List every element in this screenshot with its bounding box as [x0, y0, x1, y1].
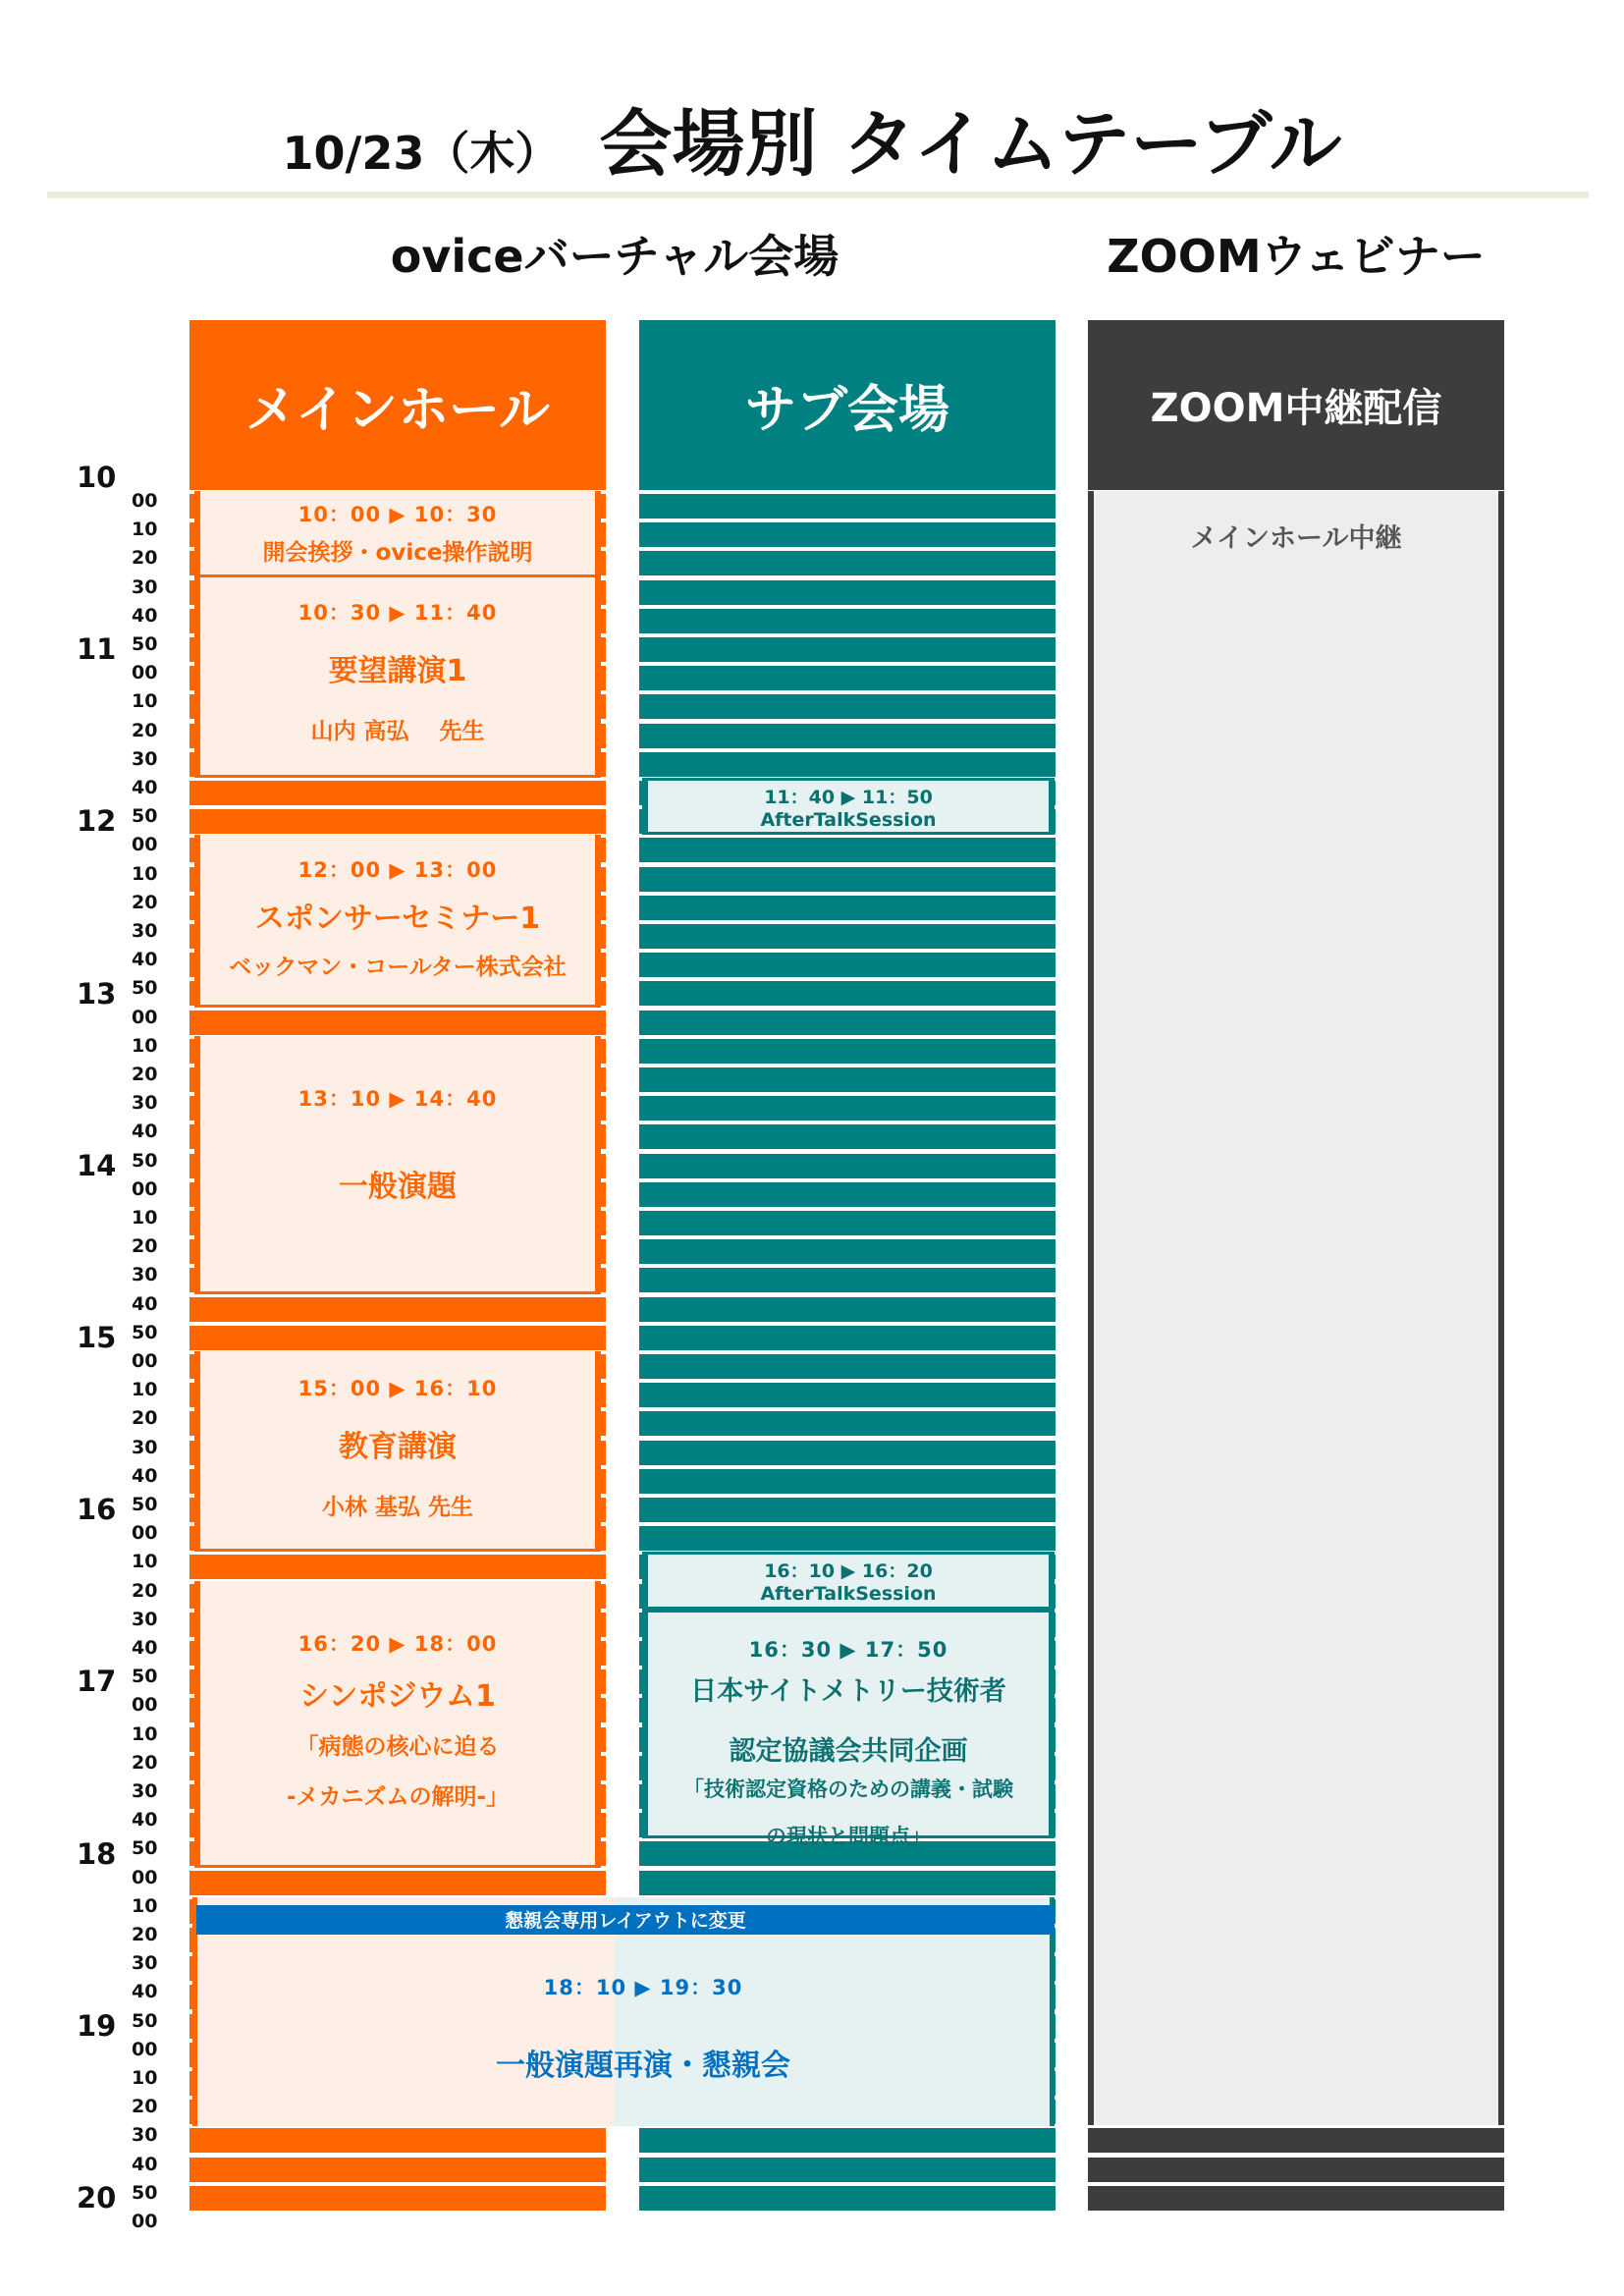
session-symposium-1[interactable] — [194, 1581, 601, 1868]
time-slot — [639, 1441, 1056, 1465]
group-ovice: oviceバーチャル会場 — [390, 230, 839, 283]
minute-label: 40 — [132, 1292, 158, 1315]
minute-label: 00 — [132, 1694, 158, 1717]
session-subtitle: 「病態の核心に迫る — [296, 1733, 500, 1760]
time-slot — [639, 1383, 1056, 1407]
minute-label: 00 — [132, 834, 158, 856]
minute-label: 00 — [132, 662, 158, 684]
minute-label: 40 — [132, 604, 158, 627]
time-slot — [639, 1469, 1056, 1494]
minute-label: 00 — [132, 1006, 158, 1028]
time-slot — [639, 1039, 1056, 1064]
page-title — [0, 86, 1624, 191]
time-slot — [639, 694, 1056, 719]
time-slot — [189, 2186, 606, 2211]
minute-label: 40 — [132, 1464, 158, 1487]
hour-label: 13 — [77, 976, 117, 1011]
header-zoom-relay: ZOOM中継配信 — [1088, 320, 1504, 490]
session-title: シンポジウム1 — [299, 1678, 496, 1714]
time-slot — [639, 1326, 1056, 1350]
minute-label: 40 — [132, 1981, 158, 2003]
time-slot — [189, 2128, 606, 2153]
minute-label: 30 — [132, 920, 158, 942]
minute-label: 40 — [132, 1809, 158, 1831]
session-opening[interactable] — [194, 491, 601, 577]
minute-label: 20 — [132, 2096, 158, 2118]
minute-label: 10 — [132, 690, 158, 713]
time-slot — [639, 1239, 1056, 1264]
hour-label: 16 — [77, 1493, 117, 1527]
time-slot — [639, 551, 1056, 575]
minute-label: 20 — [132, 1064, 158, 1085]
minute-label: 00 — [132, 1177, 158, 1200]
session-time: 15：00 ▶ 16：10 — [298, 1377, 498, 1400]
time-slot — [639, 752, 1056, 777]
time-slot — [639, 2158, 1056, 2182]
time-slot — [639, 666, 1056, 690]
session-time: 16：30 ▶ 17：50 — [748, 1637, 948, 1662]
minute-label: 10 — [132, 862, 158, 885]
hour-label: 20 — [77, 2181, 117, 2214]
minute-label: 20 — [132, 1235, 158, 1258]
hour-label: 10 — [77, 461, 117, 494]
title-date: 10/23（木） — [282, 127, 561, 180]
time-slot — [639, 494, 1056, 519]
time-slot — [189, 1871, 606, 1895]
time-slot — [639, 1154, 1056, 1178]
minute-label: 10 — [132, 1034, 158, 1057]
hour-label: 14 — [77, 1148, 117, 1182]
minute-label: 30 — [132, 1436, 158, 1458]
minute-label: 20 — [132, 547, 158, 570]
minute-label: 10 — [132, 2067, 158, 2089]
time-slot — [639, 2186, 1056, 2211]
minute-label: 20 — [132, 1407, 158, 1430]
time-slot — [639, 580, 1056, 605]
time-slot — [639, 924, 1056, 949]
time-slot — [189, 1555, 606, 1579]
time-slot — [639, 1096, 1056, 1121]
time-slot — [639, 2128, 1056, 2153]
minute-label: 30 — [132, 1264, 158, 1286]
session-title: 教育講演 — [339, 1430, 457, 1464]
minute-label: 30 — [132, 747, 158, 770]
hour-label: 15 — [77, 1321, 117, 1354]
minute-label: 40 — [132, 2153, 158, 2175]
minute-label: 30 — [132, 1952, 158, 1975]
session-aftertalk-2[interactable] — [642, 1552, 1055, 1609]
session-speaker: 山内 高弘 先生 — [310, 718, 485, 744]
session-time: 13：10 ▶ 14：40 — [298, 1086, 498, 1111]
time-slot — [1088, 2186, 1504, 2211]
session-subtitle: 「技術認定資格のための講義・試験 — [683, 1777, 1013, 1801]
session-subtitle: の現状と問題点」 — [766, 1824, 931, 1848]
time-slot — [639, 1354, 1056, 1379]
header-sub-hall: サブ会場 — [639, 320, 1056, 490]
hour-label: 11 — [77, 632, 117, 667]
session-title: スポンサーセミナー1 — [254, 902, 541, 937]
minute-label: 50 — [132, 1666, 158, 1688]
minute-label: 50 — [132, 633, 158, 655]
time-slot — [639, 522, 1056, 547]
minute-label: 40 — [132, 949, 158, 971]
time-slot — [189, 1297, 606, 1322]
layout-change-banner: 懇親会専用レイアウトに変更 — [196, 1905, 1055, 1935]
title-divider — [47, 191, 1589, 198]
minute-label: 00 — [132, 2211, 158, 2232]
session-time: 10：30 ▶ 11：40 — [298, 600, 498, 625]
time-slot — [639, 1182, 1056, 1207]
minute-label: 10 — [132, 1207, 158, 1229]
session-zoom-relay[interactable] — [1088, 491, 1504, 2125]
session-subtitle: -メカニズムの解明-」 — [286, 1783, 510, 1810]
minute-label: 00 — [132, 1350, 158, 1372]
session-title: 要望講演1 — [328, 653, 467, 688]
session-time: 18：10 ▶ 19：30 — [543, 1975, 743, 1999]
header-main-hall: メインホール — [189, 320, 606, 490]
minute-label: 30 — [132, 1780, 158, 1802]
minute-label: 50 — [132, 1494, 158, 1515]
time-slot — [639, 724, 1056, 748]
minute-label: 20 — [132, 1924, 158, 1945]
time-slot — [639, 1211, 1056, 1235]
minute-label: 40 — [132, 777, 158, 798]
minute-label: 50 — [132, 805, 158, 828]
session-title: 一般演題 — [339, 1169, 457, 1204]
session-education[interactable] — [194, 1351, 601, 1552]
time-slot — [639, 1526, 1056, 1551]
minute-label: 20 — [132, 1751, 158, 1774]
time-slot — [639, 1411, 1056, 1436]
time-slot — [639, 1498, 1056, 1522]
minute-label: 20 — [132, 1579, 158, 1602]
hour-label: 19 — [77, 2008, 117, 2043]
session-title: メインホール中継 — [1190, 523, 1402, 554]
time-slot — [189, 781, 606, 805]
time-slot — [1088, 2158, 1504, 2182]
minute-label: 10 — [132, 1894, 158, 1917]
session-title: AfterTalkSession — [760, 808, 937, 831]
minute-label: 50 — [132, 2181, 158, 2204]
time-slot — [639, 896, 1056, 920]
time-slot — [639, 1268, 1056, 1292]
minute-label: 50 — [132, 1149, 158, 1172]
session-time: 10：00 ▶ 10：30 — [298, 502, 498, 526]
time-slot — [639, 981, 1056, 1006]
session-title: 日本サイトメトリー技術者 — [690, 1675, 1006, 1707]
session-time: 16：20 ▶ 18：00 — [298, 1631, 498, 1656]
minute-label: 00 — [132, 2038, 158, 2060]
session-time: 12：00 ▶ 13：00 — [298, 858, 498, 883]
minute-label: 50 — [132, 977, 158, 1000]
hour-label: 12 — [77, 804, 117, 839]
time-slot — [189, 1326, 606, 1350]
session-general[interactable] — [194, 1036, 601, 1294]
session-time: 16：10 ▶ 16：20 — [764, 1560, 933, 1583]
session-title: 一般演題再演・懇親会 — [496, 2048, 790, 2083]
session-speaker: 小林 基弘 先生 — [321, 1495, 473, 1520]
minute-label: 10 — [132, 1551, 158, 1573]
time-slot — [639, 1297, 1056, 1322]
session-sponsor-seminar-1[interactable] — [194, 835, 601, 1007]
session-joint-project[interactable] — [642, 1610, 1055, 1848]
time-slot — [1088, 2128, 1504, 2153]
minute-label: 50 — [132, 2009, 158, 2032]
time-slot — [639, 867, 1056, 892]
title-main: 会場別 タイムテーブル — [599, 102, 1342, 187]
session-keynote-1[interactable] — [194, 577, 601, 778]
minute-label: 30 — [132, 1092, 158, 1115]
minute-label: 00 — [132, 1866, 158, 1888]
minute-label: 50 — [132, 1321, 158, 1343]
minute-label: 30 — [132, 2124, 158, 2147]
hour-label: 17 — [77, 1665, 117, 1699]
time-slot — [189, 809, 606, 834]
minute-label: 10 — [132, 519, 158, 541]
time-slot — [639, 838, 1056, 862]
minute-label: 20 — [132, 719, 158, 741]
minute-label: 20 — [132, 891, 158, 913]
time-slot — [639, 1124, 1056, 1149]
time-slot — [639, 1871, 1056, 1895]
time-slot — [639, 1067, 1056, 1092]
group-zoom: ZOOMウェビナー — [1107, 230, 1486, 283]
minute-label: 30 — [132, 1608, 158, 1630]
session-aftertalk-1[interactable] — [642, 778, 1055, 835]
time-slot — [639, 637, 1056, 662]
session-title: 開会挨拶・ovice操作説明 — [262, 539, 533, 566]
hour-label: 18 — [77, 1836, 117, 1871]
minute-label: 30 — [132, 575, 158, 598]
time-slot — [189, 1011, 606, 1035]
time-slot — [189, 2158, 606, 2182]
session-speaker: ベックマン・コールター株式会社 — [229, 955, 567, 981]
minute-label: 40 — [132, 1637, 158, 1659]
time-slot — [639, 609, 1056, 633]
minute-label: 40 — [132, 1121, 158, 1143]
time-slot — [639, 953, 1056, 977]
minute-label: 10 — [132, 1722, 158, 1745]
minute-label: 00 — [132, 1522, 158, 1545]
time-slot — [639, 1011, 1056, 1035]
session-subtitle: 認定協議会共同企画 — [729, 1735, 968, 1767]
session-time: 11：40 ▶ 11：50 — [764, 786, 933, 808]
session-title: AfterTalkSession — [760, 1583, 937, 1606]
minute-label: 10 — [132, 1379, 158, 1401]
minute-label: 50 — [132, 1837, 158, 1860]
minute-label: 00 — [132, 490, 158, 512]
